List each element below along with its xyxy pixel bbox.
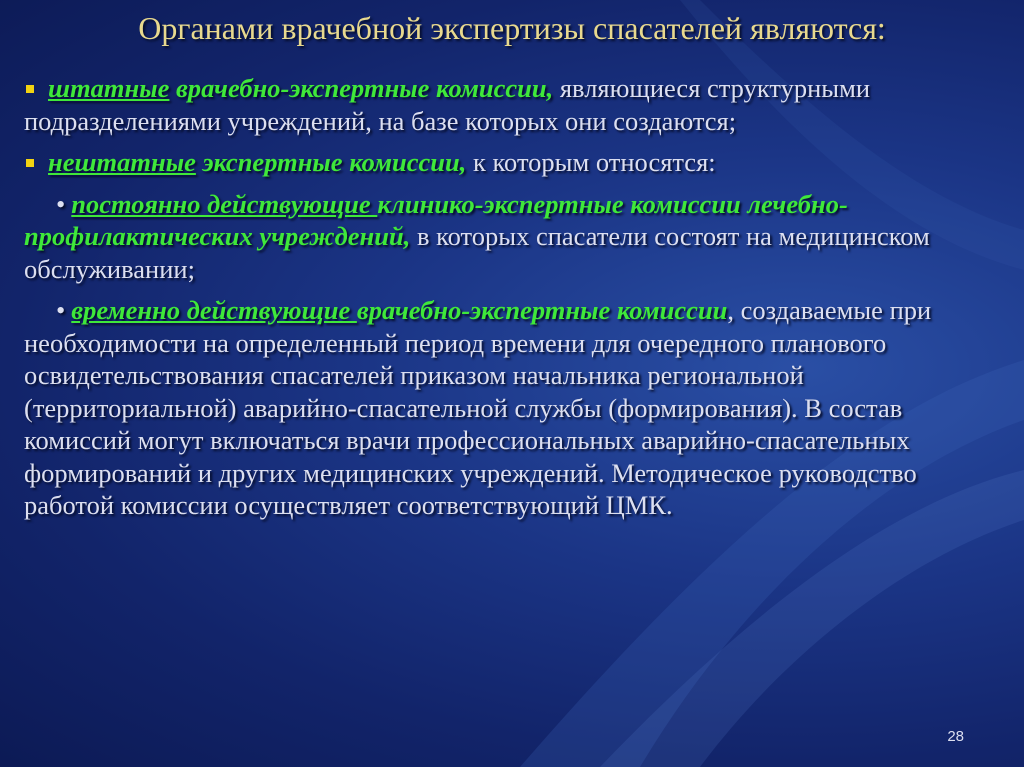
emphasis-nonstaff: экспертные комиссии, (195, 147, 467, 177)
page-number: 28 (947, 728, 964, 745)
bullet-item-staff-commissions (24, 72, 1008, 137)
term-temporary: временно действующие (71, 295, 357, 325)
emphasis-staff: врачебно-экспертные комиссии, (169, 73, 554, 103)
text-temporary: , создаваемые при необходимости на определенный период времени для очередного планового освидетельствования спасателей приказом начальника региональной (территориальной) аварийно-спасательной службы (формирования). В состав комиссий могут включаться врачи профессиональных аварийно-спасательных формирований и других медицинских учреждений. Методическое руководство работой комиссии осуществляет соответствующий ЦМК. (24, 295, 932, 520)
emphasis-temporary: врачебно-экспертные комиссии (356, 295, 728, 325)
term-nonstaff: нештатные (48, 147, 196, 177)
square-bullet-icon (26, 85, 34, 93)
sub-item-permanent (24, 188, 1008, 286)
slide-body (24, 72, 1008, 522)
emphasis-permanent: клинико-экспертные комиссии лечебно-профилактических учреждений, (24, 188, 848, 251)
term-staff: штатные (48, 73, 170, 103)
bullet-item-nonstaff-commissions (24, 146, 1008, 179)
text-nonstaff: к которым относятся: (466, 147, 716, 177)
dot-bullet: • (56, 295, 66, 325)
text-permanent: в которых спасатели состоят на медицинском обслуживании; (24, 221, 930, 284)
text-staff: являющиеся структурными подразделениями учреждений, на базе которых они создаются; (24, 73, 871, 136)
square-bullet-icon (26, 159, 34, 167)
dot-bullet: • (56, 188, 66, 219)
sub-item-temporary (24, 294, 1008, 522)
slide-title: Органами врачебной экспертизы спасателей являются: (138, 10, 886, 46)
term-permanent: постоянно действующие (71, 188, 378, 219)
